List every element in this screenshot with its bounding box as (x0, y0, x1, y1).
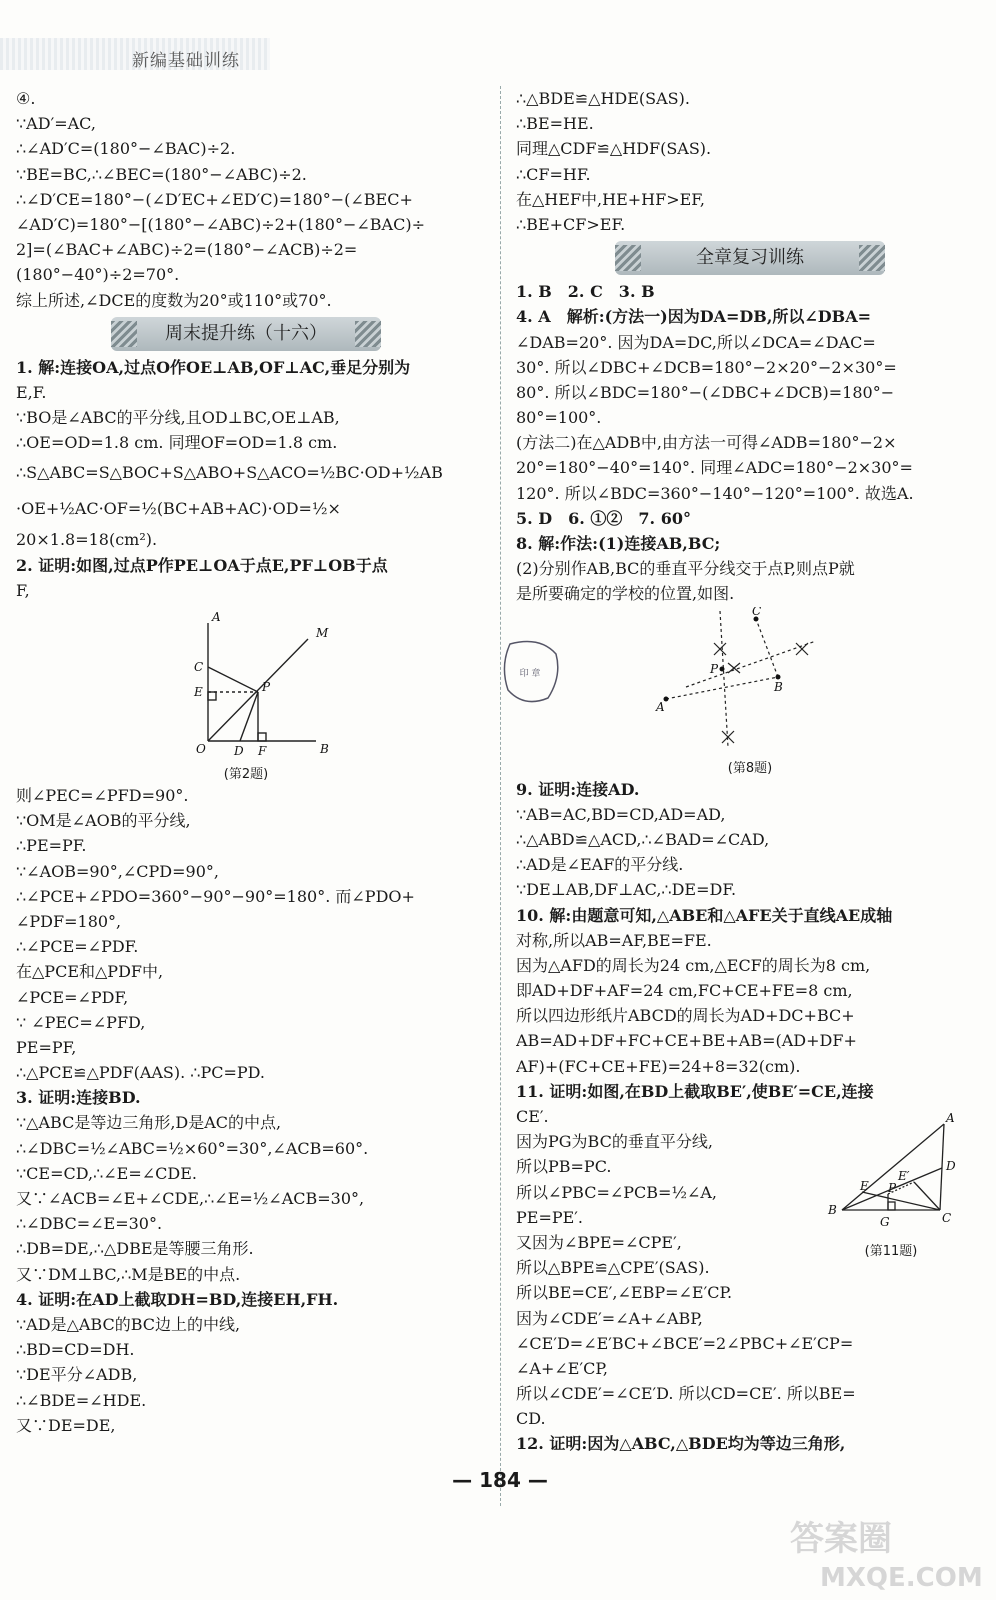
page-number: — 184 — (452, 1468, 548, 1492)
left-line-d-15: ∵CE=CD,∴∠E=∠CDE. (16, 1163, 198, 1183)
right-line-c-21: 因为∠CDE′=∠A+∠ABP, (516, 1308, 703, 1328)
right-line-c-8: 即AD+DF+AF=24 cm,FC+CE+FE=8 cm, (516, 981, 853, 1001)
column-divider (500, 86, 501, 1506)
left-line-a-5: ∠AD′C)=180°−[(180°−∠ABC)÷2+(180°−∠BAC)÷ (16, 214, 425, 234)
left-line-d-25: 又∵DE=DE, (16, 1415, 116, 1435)
figure-8-caption: (第8题) (727, 760, 773, 776)
right-line-b-9: 5. D 6. ①② 7. 60° (516, 508, 691, 528)
right-line-b-2: ∠DAB=20°. 因为DA=DC,所以∠DCA=∠DAC= (516, 332, 876, 352)
right-line-c-2: ∴△ABD≌△ACD,∴∠BAD=∠CAD, (516, 829, 770, 849)
left-block-4 (16, 783, 476, 1438)
left-line-a-1: ∵AD′=AC, (16, 114, 96, 134)
figure-2-caption: (第2题) (223, 767, 269, 782)
right-line-b-5: 80°=100°. (516, 408, 602, 428)
right-line-b-4: 80°. 所以∠BDC=180°−(∠DBC+∠DCB)=180°− (516, 382, 895, 402)
fig2-label-0: A (212, 610, 221, 624)
left-line-b-3: ∴OE=OD=1.8 cm. 同理OF=OD=1.8 cm. (16, 433, 338, 453)
left-line-d-5: ∠PDF=180°, (16, 911, 122, 931)
right-line-c-18: 又因为∠BPE=∠CPE′, (516, 1232, 682, 1252)
left-line-a-2: ∴∠AD′C=(180°−∠BAC)÷2. (16, 139, 236, 159)
left-line-d-6: ∴∠PCE=∠PDF. (16, 937, 139, 957)
right-line-c-10: AB=AD+DF+FC+CE+BE+AB=(AD+DF+ (516, 1031, 857, 1051)
left-line-d-9: ∵ ∠PEC=∠PFD, (16, 1012, 146, 1032)
left-line-d-22: ∴BD=CD=DH. (16, 1340, 135, 1360)
fig8-label-0: C (752, 606, 762, 618)
left-line-d-21: ∵AD是△ABC的BC边上的中线, (16, 1314, 241, 1334)
right-line-a-0: ∴△BDE≌△HDE(SAS). (516, 89, 690, 108)
left-line-b-1: E,F. (16, 382, 47, 402)
left-line-d-18: ∴DB=DE,∴△DBE是等腰三角形. (16, 1239, 254, 1259)
left-line-a-7: (180°−40°)÷2=70°. (16, 265, 180, 285)
right-block-1 (516, 86, 984, 237)
right-line-c-26: 12. 证明:因为△ABC,△BDE均为等边三角形, (516, 1434, 846, 1454)
right-line-c-9: 所以四边形纸片ABCD的周长为AD+DC+BC+ (516, 1006, 855, 1026)
left-line-d-10: PE=PF, (16, 1037, 77, 1057)
fig11-label-6: G (880, 1215, 890, 1229)
right-line-c-22: ∠CE′D=∠E′BC+∠BCE′=2∠PBC+∠E′CP= (516, 1333, 854, 1353)
left-line-a-4: ∴∠D′CE=180°−(∠D′EC+∠ED′C)=180°−(∠BEC+ (16, 189, 413, 209)
right-line-c-12: 11. 证明:如图,在BD上截取BE′,使BE′=CE,连接 (516, 1081, 874, 1101)
right-line-c-11: AF)+(FC+CE+FE)=24+8=32(cm). (516, 1056, 801, 1076)
left-line-d-16: 又∵∠ACB=∠E+∠CDE,∴∠E=½∠ACB=30°, (16, 1189, 365, 1208)
left-line-a-8: 综上所述,∠DCE的度数为20°或110°或70°. (16, 290, 332, 310)
right-line-c-24: 所以∠CDE′=∠CE′D. 所以CD=CE′. 所以BE= (516, 1384, 856, 1404)
fig11-label-3: E′ (898, 1169, 910, 1183)
figure-11 (826, 1110, 976, 1260)
left-area-formula (16, 455, 476, 527)
left-line-b-0: 1. 解:连接OA,过点O作OE⊥AB,OF⊥AC,垂足分别为 (16, 357, 411, 377)
fig2-label-2: C (194, 660, 204, 674)
left-line-c-1: 2. 证明:如图,过点P作PE⊥OA于点E,PF⊥OB于点 (16, 555, 388, 575)
left-line-b-2: ∵BO是∠ABC的平分线,且OD⊥BC,OE⊥AB, (16, 408, 340, 428)
right-line-b-11: (2)分别作AB,BC的垂直平分线交于点P,则点P就 (516, 559, 855, 579)
svg-text:印 章: 印 章 (519, 669, 541, 679)
left-line-c-0: 20×1.8=18(cm²). (16, 530, 158, 550)
stamp-seal (500, 636, 562, 706)
watermark-logo (780, 1510, 990, 1596)
right-line-c-16: 所以∠PBC=∠PCB=½∠A, (516, 1182, 718, 1202)
header-title: 新编基础训练 (132, 51, 240, 71)
right-line-a-2: 同理△CDF≌△HDF(SAS). (516, 139, 712, 159)
left-line-d-1: ∵OM是∠AOB的平分线, (16, 811, 191, 831)
left-line-d-20: 4. 证明:在AD上截取DH=BD,连接EH,FH. (16, 1289, 339, 1309)
left-column (16, 86, 476, 1438)
left-line-a-6: 2]=(∠BAC+∠ABC)÷2=(180°−∠ACB)÷2= (16, 240, 358, 260)
right-line-b-3: 30°. 所以∠DBC+∠DCB=180°−2×20°−2×30°= (516, 357, 897, 377)
figure-8-diagram (516, 607, 984, 757)
section-banner-weekend: 周末提升练（十六） (111, 317, 381, 351)
left-formula-line-0: ∴S△ABC=S△BOC+S△ABO+S△ACO=½BC·OD+½AB (16, 463, 443, 483)
section-banner-review: 全章复习训练 (615, 241, 885, 275)
right-line-a-3: ∴CF=HF. (516, 164, 591, 184)
left-line-a-3: ∵BE=BC,∴∠BEC=(180°−∠ABC)÷2. (16, 164, 307, 184)
left-line-d-23: ∵DE平分∠ADB, (16, 1365, 138, 1385)
figure-8 (516, 607, 984, 777)
fig11-label-1: D (946, 1159, 956, 1173)
left-line-d-19: 又∵DM⊥BC,∴M是BE的中点. (16, 1264, 241, 1284)
right-line-c-19: 所以△BPE≌△CPE′(SAS). (516, 1258, 710, 1278)
right-line-c-23: ∠A+∠E′CP, (516, 1358, 608, 1378)
fig11-label-0: A (946, 1111, 955, 1125)
left-block-2 (16, 355, 476, 456)
right-block-2 (516, 279, 984, 606)
figure-11-diagram (826, 1110, 976, 1240)
figure-11-caption: (第11题) (864, 1244, 918, 1259)
fig2-label-6: D (234, 744, 244, 758)
fig2-label-1: M (316, 626, 329, 640)
fig8-label-1: P (710, 661, 719, 676)
left-line-c-2: F, (16, 580, 30, 600)
right-line-b-7: 20°=180°−40°=140°. 同理∠ADC=180°−2×30°= (516, 458, 913, 478)
svg-text:答案圈: 答案圈 (790, 1519, 892, 1559)
left-line-d-8: ∠PCE=∠PDF, (16, 987, 129, 1007)
left-line-d-14: ∴∠DBC=½∠ABC=½×60°=30°,∠ACB=60°. (16, 1138, 369, 1158)
left-line-d-2: ∴PE=PF. (16, 836, 87, 856)
right-line-c-0: 9. 证明:连接AD. (516, 779, 640, 799)
right-line-b-12: 是所要确定的学校的位置,如图. (516, 584, 735, 604)
fig8-label-2: B (774, 679, 783, 694)
right-line-b-6: (方法二)在△ADB中,由方法一可得∠ADB=180°−2× (516, 433, 897, 453)
right-line-a-1: ∴BE=HE. (516, 114, 594, 134)
left-line-d-24: ∴∠BDE=∠HDE. (16, 1390, 147, 1410)
fig11-label-5: B (828, 1203, 837, 1217)
fig2-label-7: F (258, 744, 267, 758)
left-formula-line-1: ·OE+½AC·OF=½(BC+AB+AC)·OD=½× (16, 499, 341, 519)
right-line-c-15: 所以PB=PC. (516, 1157, 612, 1177)
fig11-label-7: C (942, 1211, 952, 1225)
right-line-c-17: PE=PE′. (516, 1207, 584, 1227)
figure-2-diagram (16, 603, 476, 763)
left-line-a-0: ④. (16, 89, 36, 108)
right-line-c-6: 对称,所以AB=AF,BE=FE. (516, 930, 712, 950)
fig2-label-5: O (196, 742, 206, 756)
right-line-b-8: 120°. 所以∠BDC=360°−140°−120°=100°. 故选A. (516, 483, 914, 503)
left-line-d-11: ∴△PCE≌△PDF(AAS). ∴PC=PD. (16, 1063, 266, 1083)
right-line-a-5: ∴BE+CF>EF. (516, 214, 626, 234)
right-line-a-4: 在△HEF中,HE+HF>EF, (516, 189, 706, 209)
right-line-b-0: 1. B 2. C 3. B (516, 282, 655, 302)
right-line-c-25: CD. (516, 1409, 546, 1429)
left-line-d-7: 在△PCE和△PDF中, (16, 962, 164, 982)
right-line-b-1: 4. A 解析:(方法一)因为DA=DB,所以∠DBA= (516, 307, 872, 327)
right-line-c-1: ∵AB=AC,BD=CD,AD=AD, (516, 804, 726, 824)
left-line-d-0: 则∠PEC=∠PFD=90°. (16, 786, 189, 805)
right-line-c-13: CE′. (516, 1107, 549, 1126)
fig2-label-8: B (320, 742, 329, 756)
figure-2 (16, 603, 476, 783)
left-line-d-4: ∴∠PCE+∠PDO=360°−90°−90°=180°. 而∠PDO+ (16, 886, 415, 906)
left-line-d-3: ∵∠AOB=90°,∠CPD=90°, (16, 861, 219, 881)
left-block-1 (16, 86, 476, 313)
right-line-c-3: ∴AD是∠EAF的平分线. (516, 855, 684, 875)
left-line-d-13: ∵△ABC是等边三角形,D是AC的中点, (16, 1113, 282, 1133)
fig11-label-4: P (888, 1181, 897, 1195)
fig11-label-2: E (860, 1179, 869, 1193)
right-line-c-5: 10. 解:由题意可知,△ABE和△AFE关于直线AE成轴 (516, 905, 893, 925)
left-line-d-12: 3. 证明:连接BD. (16, 1088, 141, 1108)
right-line-c-4: ∵DE⊥AB,DF⊥AC,∴DE=DF. (516, 880, 737, 900)
right-line-c-7: 因为△AFD的周长为24 cm,△ECF的周长为8 cm, (516, 955, 871, 975)
fig8-label-3: A (656, 699, 665, 714)
svg-text:MXQE.COM: MXQE.COM (820, 1563, 983, 1593)
right-line-b-10: 8. 解:作法:(1)连接AB,BC; (516, 534, 721, 553)
fig2-label-4: P (262, 680, 271, 694)
right-line-c-20: 所以BE=CE′,∠EBP=∠E′CP. (516, 1283, 733, 1303)
left-block-3 (16, 527, 476, 603)
fig2-label-3: E (194, 685, 203, 699)
right-line-c-14: 因为PG为BC的垂直平分线, (516, 1132, 713, 1152)
left-line-d-17: ∴∠DBC=∠E=30°. (16, 1214, 163, 1234)
